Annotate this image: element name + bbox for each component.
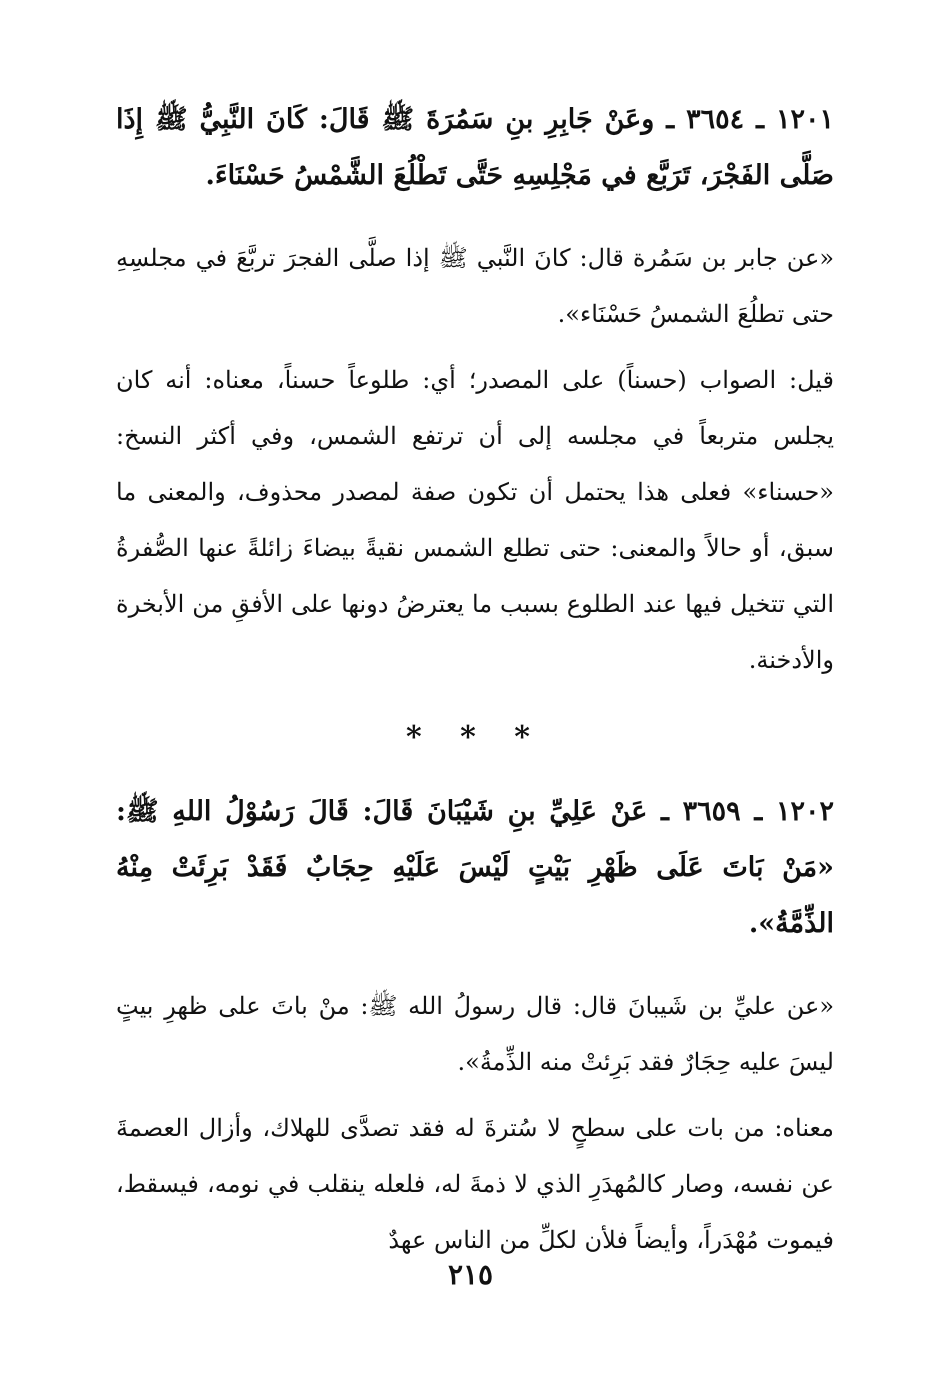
hadith-1202-quote: «عن عليِّ بن شَيبانَ قال: قال رسولُ الله ﷺ: منْ باتَ على ظهرِ بيتٍ ليسَ عليه حِجَارٌ فقد بَرِئتْ منه الذِّمةُ».	[116, 992, 834, 1076]
page-body	[116, 92, 834, 1278]
hadith-1201-commentary: قيل: الصواب (حسناً) على المصدر؛ أي: طلوعاً حسناً، معناه: أنه كان يجلس متربعاً في مجلسه إلى أن ترتفع الشمس، وفي أكثر النسخ: «حسناء» فعلى هذا يحتمل أن تكون صفة لمصدر محذوف، والمعنى ما سبق، أو حالاً والمعنى: حتى تطلع الشمس نقيةً بيضاءَ زائلةً عنها الصُّفرةُ التي تتخيل فيها عند الطلوع بسبب ما يعترضُ دونها على الأفقِ من الأبخرة والأدخنة.	[116, 366, 834, 674]
page-number: ٢١٥	[447, 1258, 494, 1291]
hadith-1201-heading: ١٢٠١ ـ ٣٦٥٤ ـ وعَنْ جَابِرِ بنِ سَمُرَةَ ﷺ قَالَ: كَانَ النَّبِيُّ ﷺ إِذَا صَلَّى الفَجْرَ، تَرَبَّع في مَجْلِسِهِ حَتَّى تَطْلُعَ الشَّمْسُ حَسْنَاءَ.	[116, 104, 834, 191]
hadith-1201-quote: «عن جابر بن سَمُرة قال: كانَ النَّبي ﷺ إذا صلَّى الفجرَ تربَّعَ في مجلسِهِ حتى تطلُعَ الشمسُ حَسْنَاء».	[116, 244, 834, 328]
hadith-1202-heading: ١٢٠٢ ـ ٣٦٥٩ ـ عَنْ عَلِيِّ بنِ شَيْبَانَ قَالَ: قَالَ رَسُوْلُ اللهِ ﷺ: «مَنْ بَاتَ عَلَى ظَهْرِ بَيْتٍ لَيْسَ عَلَيْهِ حِجَابٌ فَقَدْ بَرِئَتْ مِنْهُ الذِّمَّةُ».	[116, 796, 834, 939]
section-separator: * * *	[406, 720, 544, 755]
hadith-1202-commentary: معناه: من بات على سطحٍ لا سُترةَ له فقد تصدَّى للهلاك، وأزال العصمةَ عن نفسه، وصار كالمُهدَرِ الذي لا ذمةَ له، فلعله ينقلب في نومه، فيسقط، فيموت مُهْدَراً، وأيضاً فلأن لكلِّ من الناس عهدٌ	[116, 1114, 834, 1254]
